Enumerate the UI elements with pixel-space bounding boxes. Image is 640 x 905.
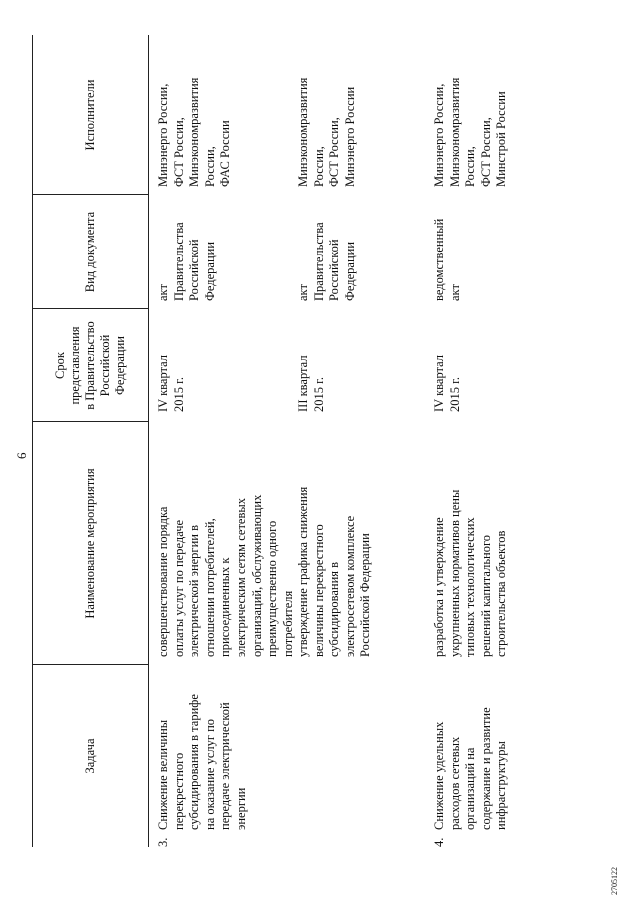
row-4-number: 4.	[432, 837, 446, 847]
header-deadline	[32, 309, 148, 422]
row-3-measure-1: совершенствование порядка оплаты услуг по передаче электрической энергии в отношении потребителей, присоединенных к электрическим сетям сетевых организаций, обслуживающих преимущественно одного потребителя	[156, 494, 295, 657]
row-3-executors-2: Минэкономразвития России, ФСТ России, Минэнерго России	[296, 77, 357, 187]
row-3-measure-2: утверждение графика снижения величины перекрестного субсидирования в электросетевом комплексе Российской Федерации	[296, 486, 373, 657]
page-number: 6	[14, 452, 29, 459]
row-3-task: Снижение величины перекрестного субсидирования в тарифе на оказание услуг по передаче электрической энергии	[156, 694, 248, 830]
row-4-deadline-1: IV квартал 2015 г.	[432, 354, 462, 412]
document-code: 2705122	[610, 867, 619, 895]
header-executors: Исполнители	[82, 79, 97, 151]
row-3-executors-1: Минэнерго России, ФСТ России, Минэкономразвития России, ФАС России	[156, 77, 233, 187]
row-3-number: 3.	[156, 837, 170, 847]
row-3-deadline-2: III квартал 2015 г.	[296, 355, 326, 412]
row-4-task: Снижение удельных расходов сетевых организаций на содержание и развитие инфраструктуры	[432, 707, 509, 830]
header-doc-type: Вид документа	[82, 211, 97, 293]
header-bottom-border	[148, 35, 149, 847]
row-3-doc-type-1: акт Правительства Российской Федерации	[156, 222, 217, 301]
row-3-doc-type-2: акт Правительства Российской Федерации	[296, 222, 357, 301]
header-deadline-text: Срок представления в Правительство Российской Федерации	[52, 321, 127, 410]
row-4-measure-1: разработка и утверждение укрупненных нормативов цены типовых технологических решений капитального строительства объектов	[432, 489, 509, 657]
row-4-doc-type-1: ведомственный акт	[432, 218, 462, 301]
header-measure: Наименование мероприятия	[82, 468, 97, 619]
row-3-deadline-1: IV квартал 2015 г.	[156, 354, 186, 412]
row-4-executors-1: Минэнерго России, Минэкономразвития России, ФСТ России, Минстрой России	[432, 77, 509, 187]
header-task: Задача	[82, 738, 97, 774]
